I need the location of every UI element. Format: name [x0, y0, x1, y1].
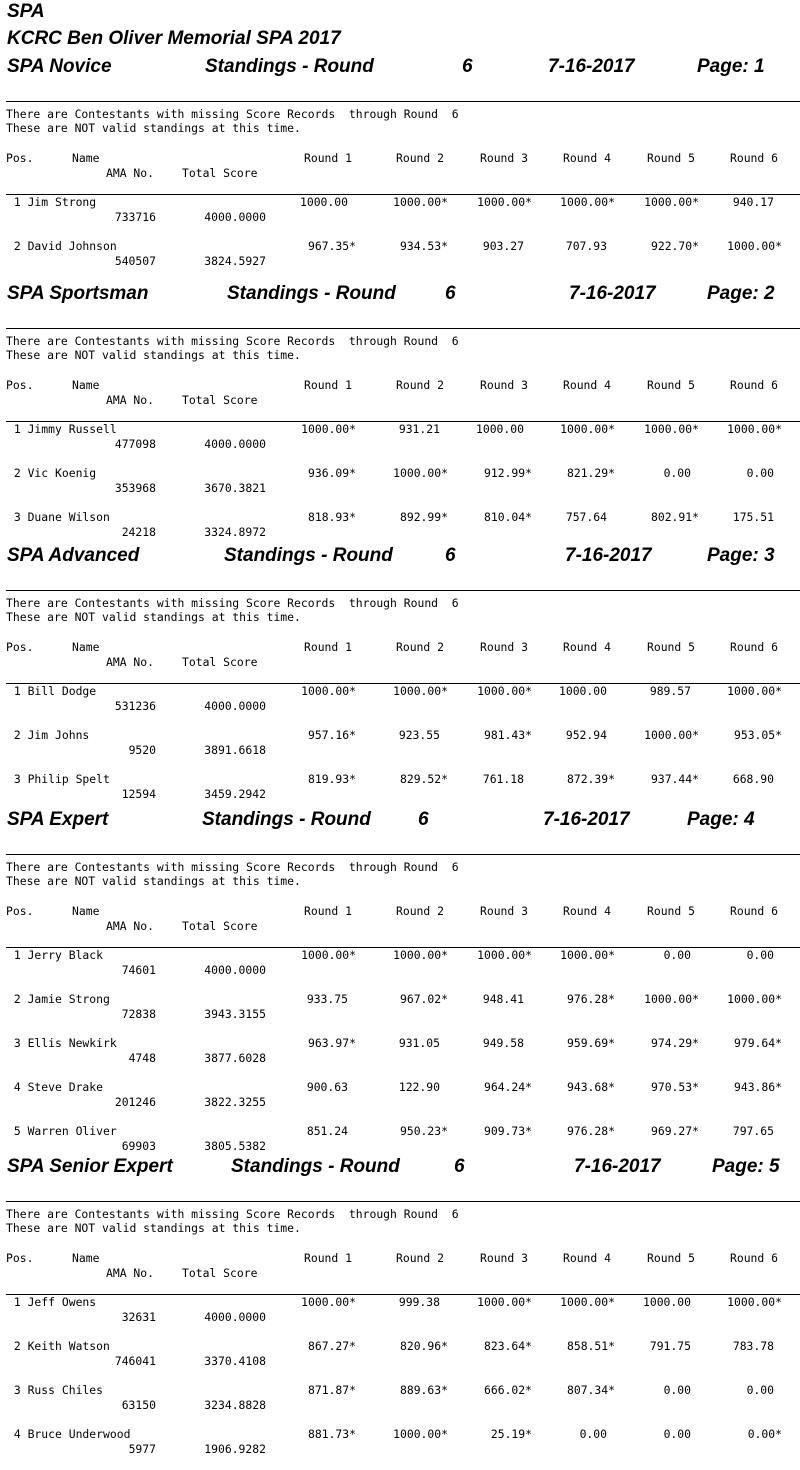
round-score-4: 1000.00*	[560, 422, 615, 436]
report-date: 7-16-2017	[569, 283, 656, 304]
round-score-4: 959.69*	[566, 1036, 615, 1050]
class-section	[0, 808, 800, 1153]
round-score-4: 943.68*	[566, 1080, 615, 1094]
round-score-1: 881.73*	[307, 1427, 356, 1441]
round-score-1: 867.27*	[307, 1339, 356, 1353]
round-score-5: 0.00	[663, 948, 691, 962]
section-header	[0, 808, 800, 832]
col-header-round-5: Round 5	[646, 151, 695, 165]
round-score-4: 1000.00*	[560, 948, 615, 962]
col-header-total: Total Score	[182, 393, 258, 407]
contestant-pos-name: 1 Jimmy Russell	[7, 422, 117, 436]
contestant-pos-name: 2 David Johnson	[7, 239, 117, 253]
total-score: 3877.6028	[204, 1051, 266, 1065]
total-score: 1906.9282	[204, 1442, 266, 1456]
round-score-5: 974.29*	[650, 1036, 699, 1050]
standings-label: Standings - Round	[205, 56, 374, 77]
total-score: 3943.3155	[204, 1007, 266, 1021]
col-header-round-6: Round 6	[729, 904, 778, 918]
round-score-4: 1000.00*	[560, 195, 615, 209]
round-score-6: 0.00	[746, 466, 774, 480]
round-score-4: 1000.00	[558, 684, 607, 698]
ama-number: 746041	[114, 1354, 156, 1368]
contestant-pos-name: 5 Warren Oliver	[7, 1124, 117, 1138]
col-header-round-1: Round 1	[303, 378, 352, 392]
class-name: SPA Sportsman	[7, 283, 149, 304]
class-section	[0, 544, 800, 801]
round-score-3: 949.58	[482, 1036, 524, 1050]
round-score-6: 783.78	[732, 1339, 774, 1353]
col-header-round-2: Round 2	[395, 151, 444, 165]
contestant-pos-name: 4 Steve Drake	[7, 1080, 104, 1094]
ama-number: 32631	[121, 1310, 156, 1324]
round-score-2: 1000.00*	[393, 948, 448, 962]
col-header-ama: AMA No.	[106, 919, 155, 933]
table-row	[0, 1339, 800, 1369]
col-header-round-2: Round 2	[395, 1251, 444, 1265]
round-score-4: 757.64	[565, 510, 607, 524]
total-score: 3891.6618	[204, 743, 266, 757]
round-score-3: 981.43*	[483, 728, 532, 742]
round-score-6: 1000.00*	[727, 422, 782, 436]
section-divider	[6, 1201, 800, 1202]
missing-records-notice: There are Contestants with missing Score Records through Round 6	[6, 1207, 459, 1221]
contestant-pos-name: 4 Bruce Underwood	[7, 1427, 131, 1441]
round-score-3: 1000.00*	[477, 684, 532, 698]
round-score-3: 25.19*	[490, 1427, 532, 1441]
col-header-round-2: Round 2	[395, 904, 444, 918]
round-score-2: 820.96*	[399, 1339, 448, 1353]
contestant-pos-name: 3 Philip Spelt	[7, 772, 110, 786]
round-score-6: 943.86*	[733, 1080, 782, 1094]
round-score-3: 903.27	[482, 239, 524, 253]
report-date: 7-16-2017	[574, 1156, 661, 1177]
round-score-2: 892.99*	[399, 510, 448, 524]
standings-label: Standings - Round	[227, 283, 396, 304]
total-score: 3670.3821	[204, 481, 266, 495]
ama-number: 5977	[128, 1442, 156, 1456]
col-header-round-4: Round 4	[562, 904, 611, 918]
col-header-ama: AMA No.	[106, 393, 155, 407]
standings-label: Standings - Round	[224, 545, 393, 566]
ama-number: 540507	[114, 254, 156, 268]
round-score-2: 923.55	[398, 728, 440, 742]
table-row	[0, 1124, 800, 1154]
ama-number: 74601	[121, 963, 156, 977]
col-header-round-6: Round 6	[729, 151, 778, 165]
round-score-3: 666.02*	[483, 1383, 532, 1397]
round-score-4: 707.93	[565, 239, 607, 253]
round-score-4: 952.94	[565, 728, 607, 742]
class-section	[0, 282, 800, 539]
round-score-2: 1000.00*	[393, 195, 448, 209]
round-score-1: 1000.00*	[301, 684, 356, 698]
col-header-pos: Pos.	[6, 904, 34, 918]
total-score: 3459.2942	[204, 787, 266, 801]
table-row	[0, 195, 800, 225]
round-score-6: 668.90	[732, 772, 774, 786]
round-score-6: 0.00	[746, 1383, 774, 1397]
col-header-round-1: Round 1	[303, 151, 352, 165]
round-number: 6	[445, 283, 456, 304]
contestant-pos-name: 2 Vic Koenig	[7, 466, 97, 480]
total-score: 4000.0000	[204, 210, 266, 224]
ama-number: 72838	[121, 1007, 156, 1021]
col-header-round-3: Round 3	[479, 151, 528, 165]
table-row	[0, 728, 800, 758]
col-header-round-3: Round 3	[479, 904, 528, 918]
invalid-standings-notice: These are NOT valid standings at this time.	[6, 874, 301, 888]
round-score-1: 1000.00	[299, 195, 348, 209]
col-header-ama: AMA No.	[106, 655, 155, 669]
round-score-5: 1000.00*	[644, 422, 699, 436]
round-score-6: 979.64*	[733, 1036, 782, 1050]
round-score-3: 1000.00*	[477, 1295, 532, 1309]
org-title: SPA	[7, 1, 45, 22]
round-score-2: 122.90	[398, 1080, 440, 1094]
round-score-6: 940.17	[732, 195, 774, 209]
total-score: 3824.5927	[204, 254, 266, 268]
section-header	[0, 282, 800, 306]
round-score-1: 900.63	[306, 1080, 348, 1094]
report-date: 7-16-2017	[548, 56, 635, 77]
invalid-standings-notice: These are NOT valid standings at this time.	[6, 1221, 301, 1235]
ama-number: 477098	[114, 437, 156, 451]
round-score-3: 823.64*	[483, 1339, 532, 1353]
round-score-2: 889.63*	[399, 1383, 448, 1397]
round-score-1: 957.16*	[307, 728, 356, 742]
table-row	[0, 466, 800, 496]
contestant-pos-name: 2 Jim Johns	[7, 728, 90, 742]
class-name: SPA Expert	[7, 809, 109, 830]
col-header-round-6: Round 6	[729, 1251, 778, 1265]
round-score-3: 1000.00*	[477, 948, 532, 962]
page-label: Page: 2	[707, 283, 775, 304]
round-score-4: 0.00	[579, 1427, 607, 1441]
round-score-1: 963.97*	[307, 1036, 356, 1050]
round-score-1: 818.93*	[307, 510, 356, 524]
table-row	[0, 1427, 800, 1457]
section-divider	[6, 101, 800, 102]
round-score-4: 807.34*	[566, 1383, 615, 1397]
round-score-5: 937.44*	[650, 772, 699, 786]
round-score-4: 858.51*	[566, 1339, 615, 1353]
ama-number: 63150	[121, 1398, 156, 1412]
col-header-name: Name	[72, 640, 100, 654]
round-score-2: 1000.00*	[393, 684, 448, 698]
round-score-4: 976.28*	[566, 1124, 615, 1138]
standings-label: Standings - Round	[202, 809, 371, 830]
round-score-6: 797.65	[732, 1124, 774, 1138]
round-score-5: 969.27*	[650, 1124, 699, 1138]
round-score-2: 1000.00*	[393, 466, 448, 480]
round-score-2: 999.38	[398, 1295, 440, 1309]
missing-records-notice: There are Contestants with missing Score Records through Round 6	[6, 596, 459, 610]
col-header-pos: Pos.	[6, 151, 34, 165]
contestant-pos-name: 1 Bill Dodge	[7, 684, 97, 698]
section-header	[0, 1155, 800, 1179]
col-header-round-1: Round 1	[303, 904, 352, 918]
col-header-round-6: Round 6	[729, 378, 778, 392]
col-header-name: Name	[72, 904, 100, 918]
report-date: 7-16-2017	[543, 809, 630, 830]
missing-records-notice: There are Contestants with missing Score Records through Round 6	[6, 107, 459, 121]
round-score-6: 0.00	[746, 948, 774, 962]
round-score-3: 761.18	[482, 772, 524, 786]
round-score-6: 1000.00*	[727, 1295, 782, 1309]
round-score-1: 819.93*	[307, 772, 356, 786]
section-header	[0, 55, 800, 79]
contestant-pos-name: 3 Russ Chiles	[7, 1383, 104, 1397]
round-score-1: 936.09*	[307, 466, 356, 480]
round-score-3: 810.04*	[483, 510, 532, 524]
col-header-round-4: Round 4	[562, 640, 611, 654]
class-name: SPA Senior Expert	[7, 1156, 173, 1177]
contestant-pos-name: 2 Jamie Strong	[7, 992, 110, 1006]
round-score-5: 989.57	[649, 684, 691, 698]
round-score-2: 931.21	[398, 422, 440, 436]
ama-number: 201246	[114, 1095, 156, 1109]
total-score: 4000.0000	[204, 963, 266, 977]
standings-label: Standings - Round	[231, 1156, 400, 1177]
total-score: 3822.3255	[204, 1095, 266, 1109]
round-number: 6	[445, 545, 456, 566]
round-score-5: 1000.00	[642, 1295, 691, 1309]
col-header-total: Total Score	[182, 919, 258, 933]
col-header-round-4: Round 4	[562, 378, 611, 392]
round-number: 6	[418, 809, 429, 830]
col-header-ama: AMA No.	[106, 166, 155, 180]
round-score-4: 872.39*	[566, 772, 615, 786]
col-header-round-3: Round 3	[479, 1251, 528, 1265]
class-name: SPA Advanced	[7, 545, 140, 566]
round-score-6: 175.51	[732, 510, 774, 524]
col-header-pos: Pos.	[6, 1251, 34, 1265]
page-label: Page: 3	[707, 545, 775, 566]
class-name: SPA Novice	[7, 56, 112, 77]
round-score-5: 1000.00*	[644, 992, 699, 1006]
total-score: 4000.0000	[204, 437, 266, 451]
col-header-name: Name	[72, 378, 100, 392]
col-header-pos: Pos.	[6, 640, 34, 654]
ama-number: 531236	[114, 699, 156, 713]
round-score-4: 1000.00*	[560, 1295, 615, 1309]
class-section	[0, 1155, 800, 1456]
total-score: 3234.8828	[204, 1398, 266, 1412]
round-score-2: 967.02*	[399, 992, 448, 1006]
col-header-round-3: Round 3	[479, 640, 528, 654]
col-header-name: Name	[72, 151, 100, 165]
col-header-round-4: Round 4	[562, 1251, 611, 1265]
round-score-6: 953.05*	[733, 728, 782, 742]
round-score-3: 1000.00	[475, 422, 524, 436]
round-score-3: 909.73*	[483, 1124, 532, 1138]
col-header-round-2: Round 2	[395, 378, 444, 392]
round-score-1: 1000.00*	[301, 948, 356, 962]
round-score-2: 934.53*	[399, 239, 448, 253]
col-header-total: Total Score	[182, 166, 258, 180]
round-score-3: 948.41	[482, 992, 524, 1006]
total-score: 3370.4108	[204, 1354, 266, 1368]
round-score-2: 931.05	[398, 1036, 440, 1050]
event-title: KCRC Ben Oliver Memorial SPA 2017	[7, 28, 341, 49]
missing-records-notice: There are Contestants with missing Score Records through Round 6	[6, 334, 459, 348]
round-score-6: 1000.00*	[727, 992, 782, 1006]
invalid-standings-notice: These are NOT valid standings at this time.	[6, 121, 301, 135]
table-row	[0, 1295, 800, 1325]
round-score-1: 1000.00*	[301, 422, 356, 436]
round-score-2: 950.23*	[399, 1124, 448, 1138]
round-number: 6	[462, 56, 473, 77]
page-label: Page: 4	[687, 809, 755, 830]
round-score-4: 976.28*	[566, 992, 615, 1006]
table-row	[0, 772, 800, 802]
col-header-total: Total Score	[182, 655, 258, 669]
invalid-standings-notice: These are NOT valid standings at this time.	[6, 610, 301, 624]
round-score-1: 933.75	[306, 992, 348, 1006]
round-score-5: 0.00	[663, 466, 691, 480]
col-header-round-5: Round 5	[646, 1251, 695, 1265]
table-row	[0, 510, 800, 540]
ama-number: 9520	[128, 743, 156, 757]
page-label: Page: 5	[712, 1156, 780, 1177]
section-divider	[6, 328, 800, 329]
table-row	[0, 1383, 800, 1413]
contestant-pos-name: 3 Ellis Newkirk	[7, 1036, 117, 1050]
contestant-pos-name: 1 Jeff Owens	[7, 1295, 97, 1309]
invalid-standings-notice: These are NOT valid standings at this time.	[6, 348, 301, 362]
round-score-6: 1000.00*	[727, 239, 782, 253]
section-header	[0, 544, 800, 568]
round-score-1: 967.35*	[307, 239, 356, 253]
col-header-round-3: Round 3	[479, 378, 528, 392]
col-header-round-5: Round 5	[646, 378, 695, 392]
round-number: 6	[454, 1156, 465, 1177]
round-score-5: 970.53*	[650, 1080, 699, 1094]
col-header-ama: AMA No.	[106, 1266, 155, 1280]
table-row	[0, 992, 800, 1022]
round-score-5: 1000.00*	[644, 728, 699, 742]
col-header-round-6: Round 6	[729, 640, 778, 654]
total-score: 3324.8972	[204, 525, 266, 539]
table-row	[0, 684, 800, 714]
class-section	[0, 55, 800, 268]
round-score-5: 1000.00*	[644, 195, 699, 209]
contestant-pos-name: 1 Jerry Black	[7, 948, 104, 962]
round-score-5: 791.75	[649, 1339, 691, 1353]
ama-number: 69903	[121, 1139, 156, 1153]
round-score-2: 1000.00*	[393, 1427, 448, 1441]
total-score: 4000.0000	[204, 1310, 266, 1324]
page-label: Page: 1	[697, 56, 765, 77]
round-score-1: 871.87*	[307, 1383, 356, 1397]
col-header-round-1: Round 1	[303, 640, 352, 654]
round-score-6: 0.00*	[747, 1427, 782, 1441]
ama-number: 353968	[114, 481, 156, 495]
col-header-round-2: Round 2	[395, 640, 444, 654]
ama-number: 4748	[128, 1051, 156, 1065]
total-score: 3805.5382	[204, 1139, 266, 1153]
round-score-3: 964.24*	[483, 1080, 532, 1094]
table-row	[0, 1080, 800, 1110]
round-score-1: 1000.00*	[301, 1295, 356, 1309]
round-score-5: 922.70*	[650, 239, 699, 253]
round-score-2: 829.52*	[399, 772, 448, 786]
contestant-pos-name: 3 Duane Wilson	[7, 510, 110, 524]
col-header-round-5: Round 5	[646, 904, 695, 918]
table-row	[0, 1036, 800, 1066]
missing-records-notice: There are Contestants with missing Score Records through Round 6	[6, 860, 459, 874]
ama-number: 733716	[114, 210, 156, 224]
report-date: 7-16-2017	[565, 545, 652, 566]
round-score-6: 1000.00*	[727, 684, 782, 698]
round-score-4: 821.29*	[566, 466, 615, 480]
col-header-total: Total Score	[182, 1266, 258, 1280]
contestant-pos-name: 1 Jim Strong	[7, 195, 97, 209]
round-score-3: 912.99*	[483, 466, 532, 480]
round-score-3: 1000.00*	[477, 195, 532, 209]
table-row	[0, 239, 800, 269]
round-score-5: 0.00	[663, 1427, 691, 1441]
col-header-round-1: Round 1	[303, 1251, 352, 1265]
col-header-round-4: Round 4	[562, 151, 611, 165]
table-row	[0, 948, 800, 978]
col-header-name: Name	[72, 1251, 100, 1265]
ama-number: 12594	[121, 787, 156, 801]
round-score-5: 802.91*	[650, 510, 699, 524]
col-header-pos: Pos.	[6, 378, 34, 392]
section-divider	[6, 590, 800, 591]
section-divider	[6, 854, 800, 855]
ama-number: 24218	[121, 525, 156, 539]
contestant-pos-name: 2 Keith Watson	[7, 1339, 110, 1353]
round-score-1: 851.24	[306, 1124, 348, 1138]
table-row	[0, 422, 800, 452]
col-header-round-5: Round 5	[646, 640, 695, 654]
total-score: 4000.0000	[204, 699, 266, 713]
round-score-5: 0.00	[663, 1383, 691, 1397]
